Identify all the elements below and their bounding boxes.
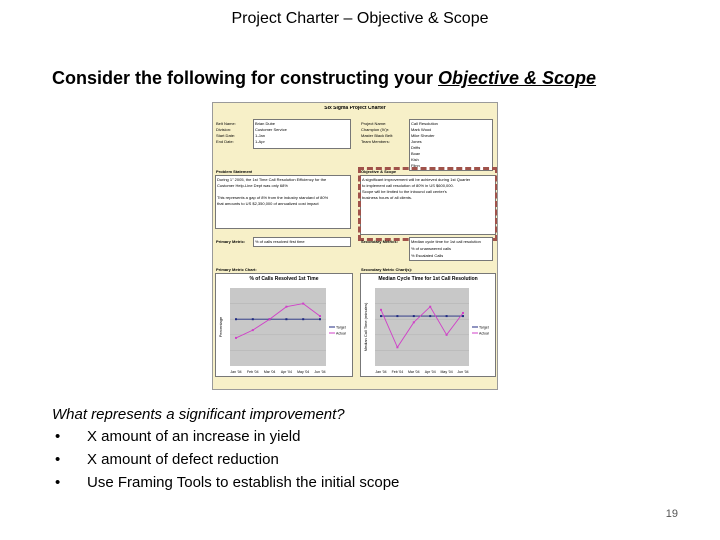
data-point — [380, 309, 382, 311]
question-text: What represents a significant improvement? — [52, 406, 345, 423]
charter-left-value: Customer Service — [255, 127, 287, 132]
charter-header: Six Sigma Project Charter — [324, 106, 386, 111]
data-point — [380, 315, 382, 317]
data-point — [252, 329, 254, 331]
charter-right-label: Project Name: — [361, 121, 387, 126]
charter-thumbnail — [212, 102, 498, 390]
bullet-item — [52, 428, 399, 451]
data-point — [429, 306, 431, 308]
x-tick-label: Apr '04 — [280, 370, 292, 374]
charter-right-value: Boan — [411, 151, 421, 156]
x-tick-label: Feb '04 — [247, 370, 259, 374]
primary-chart-label: Primary Metric Chart: — [216, 267, 257, 272]
data-point — [235, 318, 237, 320]
data-point — [396, 315, 398, 317]
plot-area — [230, 288, 326, 366]
subtitle-emphasis: Objective & Scope — [438, 68, 597, 88]
charter-left-label: End Date: — [216, 139, 234, 144]
slide-title: Project Charter – Objective & Scope — [231, 10, 489, 27]
y-axis-label: Median Call Time (minutes) — [363, 302, 368, 352]
problem-line: During 1" 2005, the 1st Time Call Resolution Efficiency for the — [217, 177, 327, 182]
primary-metric-chart — [215, 273, 353, 377]
charter-right-label: Champion (IV)r: — [361, 127, 390, 132]
data-point — [269, 318, 271, 320]
data-point — [319, 318, 321, 320]
bullet-icon: • — [55, 451, 61, 468]
secondary-metrics-label: Secondary Metrics: — [361, 239, 398, 244]
charter-right-value: Drifts — [411, 145, 421, 150]
secondary-chart-label: Secondary Metric Chart(s): — [361, 267, 413, 272]
bullet-icon: • — [55, 428, 61, 445]
problem-line: Customer Help-Line Dept was only 68% — [217, 183, 288, 188]
plot-area — [375, 288, 469, 366]
charter-right-value: Mark Wood — [411, 127, 432, 132]
bullet-text: Use Framing Tools to establish the initial scope — [87, 474, 400, 491]
x-tick-label: Mar '04 — [408, 370, 420, 374]
data-point — [446, 315, 448, 317]
objective-line: Scope will be limited to the inbound call center's — [362, 189, 447, 194]
charter-left-value: 1-Jan — [255, 133, 266, 138]
objective-line: business hours of all clients. — [362, 195, 413, 200]
charter-right-value: Kish — [411, 157, 419, 162]
charter-left-label: Division: — [216, 127, 232, 132]
x-tick-label: Jun '04 — [457, 370, 469, 374]
charter-left-value: Brian Dube — [255, 121, 276, 126]
data-point — [302, 303, 304, 305]
primary-chart-title: % of Calls Resolved 1st Time — [249, 276, 319, 282]
bullet-list — [52, 428, 399, 497]
data-point — [285, 318, 287, 320]
x-tick-label: Feb '04 — [391, 370, 404, 374]
data-point — [462, 312, 464, 314]
charter-right-value: Mike Sheuter — [411, 133, 435, 138]
primary-metric-value: % of calls resolved first time — [255, 239, 305, 244]
bullet-icon: • — [55, 474, 61, 491]
charter-right-value: Flinn — [411, 163, 420, 168]
secondary-metric-chart — [360, 273, 496, 377]
charter-left-label: Belt Name: — [216, 121, 236, 126]
x-tick-label: Apr '04 — [424, 370, 436, 374]
secondary-metric-value: % Escalated Calls — [411, 253, 444, 258]
page-number: 19 — [665, 508, 678, 520]
data-point — [413, 321, 415, 323]
secondary-metric-value: % of unanswered calls — [411, 246, 452, 251]
secondary-metric-value: Median cycle time for 1st call resolution — [411, 239, 481, 244]
legend-label: Target — [479, 325, 489, 330]
data-point — [429, 315, 431, 317]
y-axis-label: Percentage — [218, 316, 223, 338]
charter-right-value: Jones — [411, 139, 422, 144]
charter-right-label: Master Black Belt: — [361, 133, 394, 138]
data-point — [319, 315, 321, 317]
bullet-text: X amount of defect reduction — [87, 451, 279, 468]
bullet-item — [52, 451, 399, 474]
objective-line: A significant improvement will be achieved during 1st Quarter — [362, 177, 471, 182]
data-point — [396, 346, 398, 348]
objective-line: to implement call resolution of 80% in US $600,000. — [362, 183, 454, 188]
secondary-chart-title: Median Cycle Time for 1st Call Resolution — [378, 276, 478, 282]
bullet-text: X amount of an increase in yield — [87, 428, 301, 445]
chart-svg — [216, 274, 352, 376]
data-point — [462, 315, 464, 317]
x-tick-label: Jan '04 — [230, 370, 242, 374]
x-tick-label: May '04 — [297, 370, 310, 374]
data-point — [446, 334, 448, 336]
data-point — [285, 306, 287, 308]
slide-subtitle — [52, 68, 596, 89]
data-point — [302, 318, 304, 320]
charter-right-label: Team Members: — [361, 139, 390, 144]
x-tick-label: Jan '04 — [375, 370, 387, 374]
x-tick-label: Jun '04 — [314, 370, 326, 374]
charter-right-value: Call Resolution — [411, 121, 438, 126]
legend-label: Actual — [336, 331, 346, 336]
primary-metric-label: Primary Metric: — [216, 239, 246, 244]
charter-left-value: 1-Apr — [255, 139, 265, 144]
x-tick-label: May '04 — [440, 370, 453, 374]
legend-label: Actual — [479, 331, 489, 336]
subtitle-prefix: Consider the following for constructing your — [52, 68, 438, 88]
bullet-item — [52, 474, 399, 497]
data-point — [252, 318, 254, 320]
objective-highlight — [358, 167, 498, 241]
legend-label: Target — [336, 325, 346, 330]
problem-line: This represents a gap of 8% from the industry standard of 80% — [217, 195, 329, 200]
problem-line: that amounts to US $2,350,000 of annualized cost impact — [217, 201, 319, 206]
objective-label: Objective & Scope — [361, 169, 397, 174]
chart-svg — [361, 274, 495, 376]
data-point — [235, 337, 237, 339]
data-point — [413, 315, 415, 317]
charter-left-label: Start Date: — [216, 133, 236, 138]
problem-label: Problem Statement — [216, 169, 253, 174]
x-tick-label: Mar '04 — [263, 370, 276, 374]
